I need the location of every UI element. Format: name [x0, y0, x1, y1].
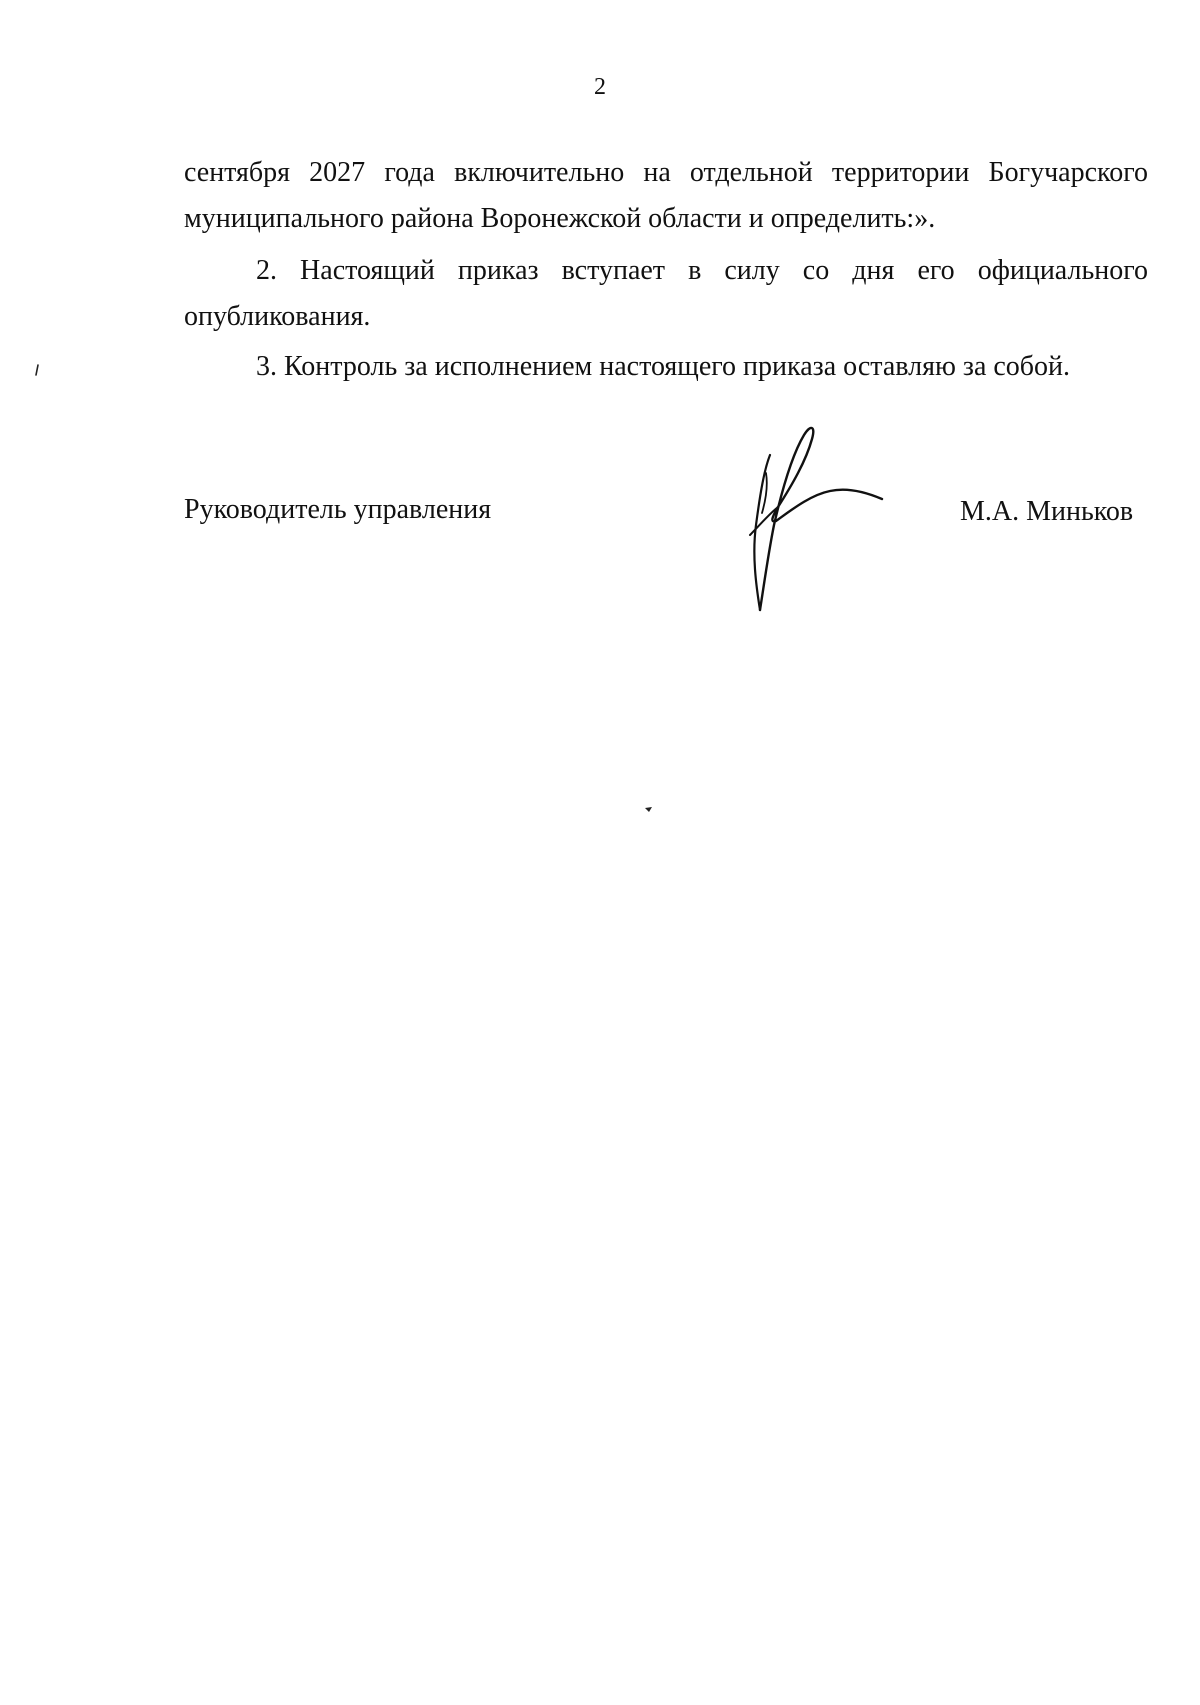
paragraph-line: муниципального района Воронежской области и определить:». [184, 203, 936, 234]
scan-speck [34, 364, 40, 376]
paragraph-line: опубликования. [184, 301, 371, 332]
page-number: 2 [594, 74, 606, 100]
paragraph-line: 3. Контроль за исполнением настоящего приказа оставляю за собой. [256, 351, 1071, 382]
paragraph-item-3 [184, 344, 1148, 390]
scan-speck [644, 806, 654, 814]
paragraph-item-2 [184, 248, 1148, 340]
paragraph-line: сентября 2027 года включительно на отдельной территории Богучарского [184, 157, 1148, 188]
paragraph-continuation [184, 150, 1148, 242]
paragraph-line: 2. Настоящий приказ вступает в силу со дня его официального [256, 255, 1148, 286]
signatory-position: Руководитель управления [184, 494, 492, 525]
handwritten-signature [730, 415, 890, 615]
signatory-name: М.А. Миньков [960, 496, 1134, 527]
